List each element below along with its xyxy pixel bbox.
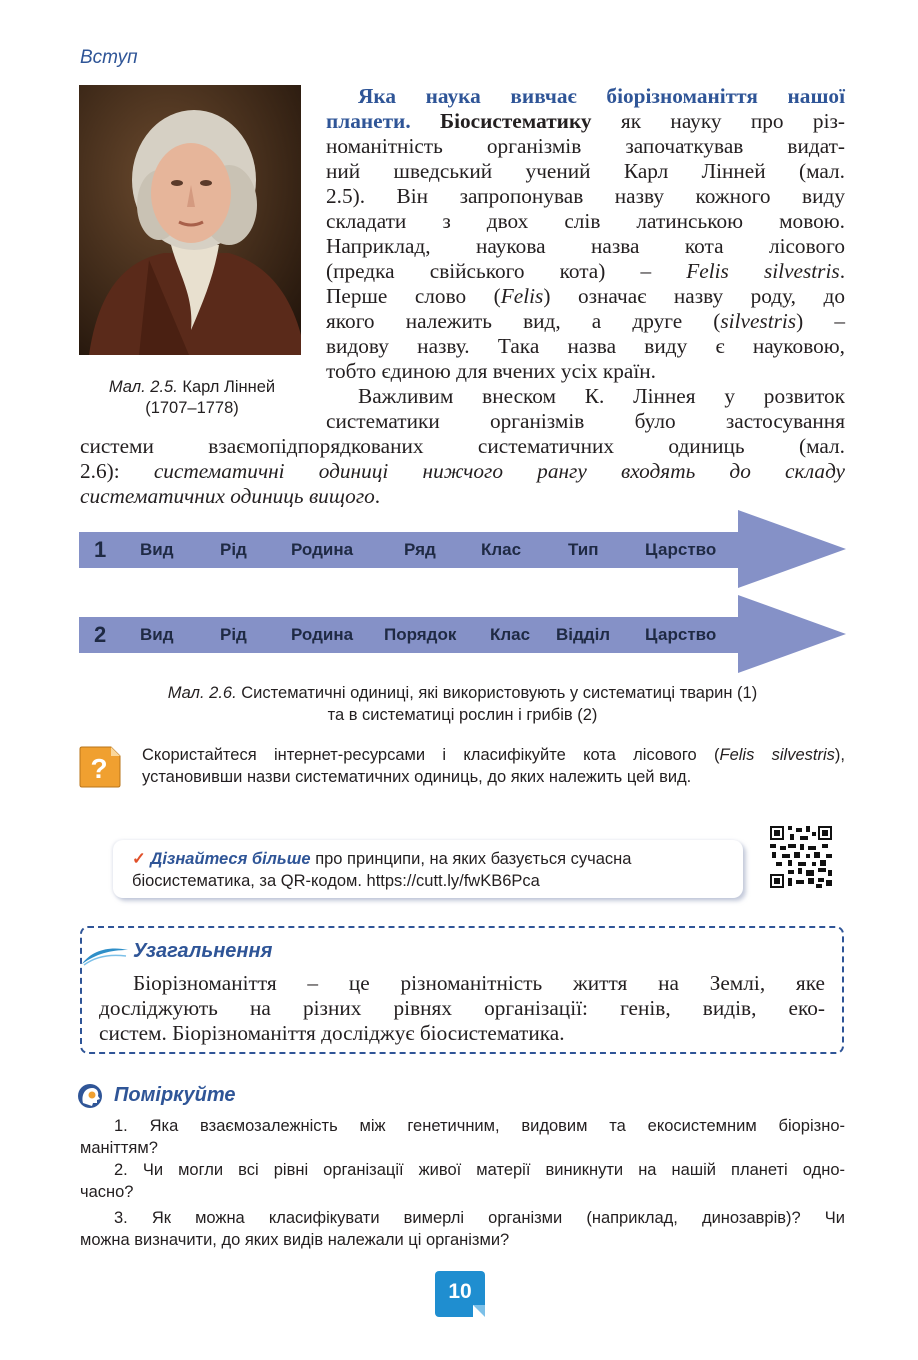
text-line bbox=[80, 459, 845, 484]
taxon-unit: Клас bbox=[481, 540, 522, 559]
summary-title: Узагальнення bbox=[133, 940, 273, 962]
taxon-unit: Царство bbox=[645, 625, 717, 644]
text-fragment: як науку про різ- bbox=[620, 109, 845, 133]
text-line bbox=[80, 484, 380, 509]
question-icon bbox=[79, 746, 121, 788]
text-fragment: . bbox=[374, 484, 381, 508]
text-line: складати з двох слів латинською мовою. bbox=[326, 209, 845, 233]
text-line: тобто єдиною для вчених усіх країн. bbox=[326, 359, 656, 383]
learn-more-link-text[interactable]: біосистематика, за QR-кодом. https://cutt.ly/fwKB6Pca bbox=[132, 872, 540, 890]
text-line: системи взаємопідпорядкованих систематичних одиниць (мал. bbox=[80, 434, 845, 458]
portrait-carl-linnaeus bbox=[79, 85, 301, 355]
arrow-number: 1 bbox=[94, 537, 107, 562]
thinking-head-icon bbox=[77, 1083, 103, 1109]
term-biosystematics: Біосистематику bbox=[440, 109, 592, 133]
taxon-unit: Вид bbox=[140, 540, 174, 559]
text-fragment: ), установивши назви систематичних одиниць, до яких належить цей вид. bbox=[142, 746, 845, 786]
question-item: можна визначити, до яких видів належали ці організми? bbox=[80, 1231, 510, 1249]
taxon-unit: Родина bbox=[291, 625, 354, 644]
taxon-unit: Родина bbox=[291, 540, 354, 559]
taxon-unit: Рід bbox=[220, 625, 247, 644]
arrow-number: 2 bbox=[94, 622, 107, 647]
taxon-unit: Клас bbox=[490, 625, 531, 644]
taxon-unit: Рід bbox=[220, 540, 247, 559]
text-line bbox=[326, 284, 845, 309]
arrow-head-icon bbox=[738, 510, 846, 588]
caption-years: (1707–1778) bbox=[145, 399, 239, 417]
think-title: Поміркуйте bbox=[114, 1084, 236, 1106]
taxon-unit: Тип bbox=[568, 540, 599, 559]
caption-name: Карл Лінней bbox=[182, 378, 276, 396]
latin-name: Felis bbox=[500, 284, 544, 308]
taxon-unit: Вид bbox=[140, 625, 174, 644]
svg-text:?: ? bbox=[90, 753, 108, 784]
text-line bbox=[358, 84, 845, 109]
question-item: маніттям? bbox=[80, 1139, 158, 1157]
text-fragment: 2.6): bbox=[80, 459, 120, 483]
text-fragment: . bbox=[839, 259, 846, 283]
qr-code-icon[interactable] bbox=[770, 826, 832, 888]
caption-line: та в систематиці рослин і грибів (2) bbox=[327, 706, 598, 724]
text-fragment: (предка свійського кота) – bbox=[326, 259, 652, 283]
taxonomy-arrow-plants-fungi bbox=[79, 595, 846, 675]
text-line bbox=[326, 259, 845, 284]
page-number-badge bbox=[435, 1271, 485, 1317]
arrow-head-icon bbox=[738, 595, 846, 673]
taxon-unit: Ряд bbox=[404, 540, 436, 559]
text-line: 2.5). Він запропонував назву кожного виду bbox=[326, 184, 845, 208]
text-fragment: ) означає назву роду, до bbox=[543, 284, 845, 308]
taxon-unit: Царство bbox=[645, 540, 717, 559]
latin-name: silvestris bbox=[720, 309, 797, 333]
caption-prefix: Мал. 2.6. bbox=[167, 684, 237, 702]
section-label: Вступ bbox=[80, 47, 138, 68]
text-fragment: про принципи, на яких базується сучасна bbox=[315, 850, 632, 868]
learn-more-lead: Дізнайтеся більше bbox=[150, 850, 311, 868]
text-line bbox=[326, 109, 845, 134]
swoosh-icon bbox=[80, 944, 130, 966]
text-fragment: Перше слово ( bbox=[326, 284, 501, 308]
question-item: 3. Як можна класифікувати вимерлі організми (наприклад, динозаврів)? Чи bbox=[114, 1209, 845, 1227]
latin-name: Felis silvestris bbox=[686, 259, 840, 283]
text-line: Наприклад, наукова назва кота лісового bbox=[326, 234, 845, 258]
summary-line: досліджують на різних рівнях організації: генів, видів, еко- bbox=[99, 996, 825, 1020]
figure-2-5-caption bbox=[79, 377, 305, 419]
latin-name: Felis silvestris bbox=[719, 746, 835, 764]
page-fold-icon bbox=[473, 1305, 485, 1317]
text-line bbox=[326, 309, 845, 334]
rule-statement: систематичні одиниці нижчого рангу входять до складу bbox=[153, 459, 846, 483]
caption-prefix: Мал. 2.5. bbox=[108, 378, 178, 396]
taxon-unit: Порядок bbox=[384, 625, 457, 644]
taxonomy-arrow-animals bbox=[79, 510, 846, 590]
summary-line: Біорізноманіття – це різноманітність життя на Землі, яке bbox=[133, 971, 825, 995]
question-item: часно? bbox=[80, 1183, 134, 1201]
text-fragment: якого належить вид, а друге ( bbox=[326, 309, 721, 333]
text-line: номанітність організмів започаткував видат- bbox=[326, 134, 845, 158]
text-fragment: ) – bbox=[796, 309, 845, 333]
learn-more-text bbox=[132, 848, 742, 892]
rule-statement-end: систематичних одиниць вищого bbox=[80, 484, 375, 508]
caption-line: Систематичні одиниці, які використовують у систематиці тварин (1) bbox=[241, 684, 758, 702]
taxon-unit: Відділ bbox=[556, 625, 611, 644]
question-item: 1. Яка взаємозалежність між генетичним, видовим та екосистемним біорізно- bbox=[114, 1117, 845, 1135]
text-fragment: Скористайтеся інтернет-ресурсами і класифікуйте кота лісового ( bbox=[142, 746, 720, 764]
text-line: Важливим внеском К. Ліннея у розвиток bbox=[358, 384, 845, 408]
task-text bbox=[142, 744, 845, 788]
figure-2-6-caption bbox=[80, 682, 845, 726]
text-line: ний шведський учений Карл Лінней (мал. bbox=[326, 159, 845, 183]
check-icon: ✓ bbox=[132, 850, 146, 868]
text-line: систематики організмів було застосування bbox=[326, 409, 845, 433]
text-line: видову назву. Така назва виду є науковою, bbox=[326, 334, 845, 358]
page-number: 10 bbox=[448, 1280, 472, 1303]
summary-line: систем. Біорізноманіття досліджує біосистематика. bbox=[99, 1021, 565, 1045]
question-heading: Яка наука вивчає біорізноманіття нашої bbox=[358, 84, 845, 108]
question-heading-end: планети. bbox=[326, 109, 411, 133]
question-item: 2. Чи могли всі рівні організації живої матерії виникнути на нашій планеті одно- bbox=[114, 1161, 845, 1179]
